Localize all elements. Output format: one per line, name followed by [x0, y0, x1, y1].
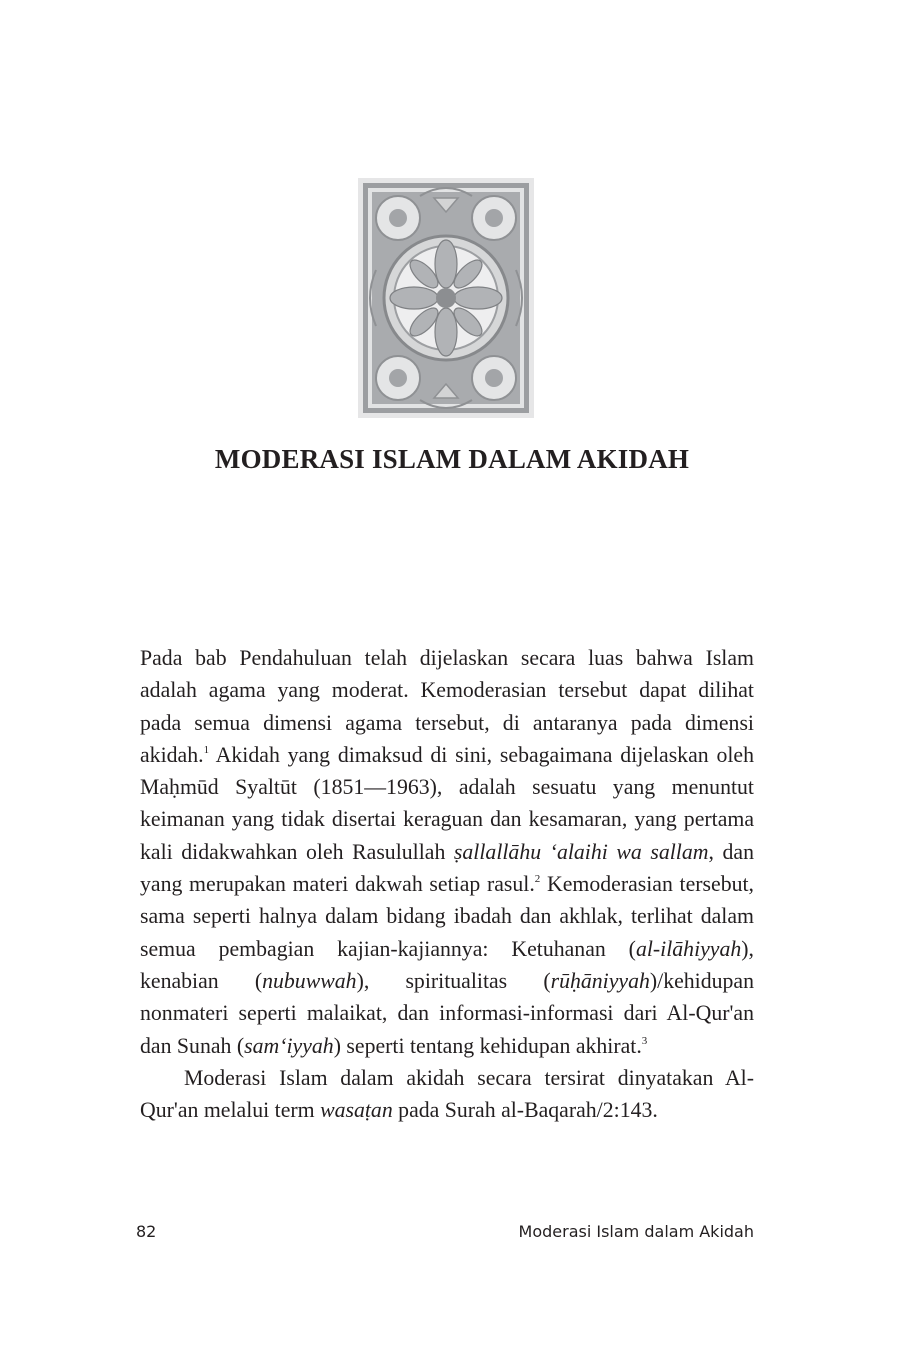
footnote-ref-2[interactable]: 2	[534, 873, 541, 886]
page-footer	[136, 1222, 754, 1246]
paragraph-1: Pada bab Pendahuluan telah dijelaskan secara luas bahwa Islam adalah agama yang moderat. Kemoderasian tersebut dapat dilihat pada semua dimensi agama tersebut, di antaranya pada dimensi akidah.$^1$ Akidah yang dimaksud di sini, sebagaimana dijelaskan oleh Maḥmūd Syaltūt (1851—1963), adalah sesuatu yang menuntut keimanan yang tidak disertai keraguan dan kesamaran, yang pertama kali didakwahkan oleh Rasulullah ṣallallāhu ‘alaihi wa sallam, dan yang merupakan materi dakwah setiap rasul.$^2$ Kemoderasian tersebut, sama seperti halnya dalam bidang ibadah dan akhlak, terlihat dalam semua pembagian kajian-kajiannya: Ketuhanan (al-ilāhiyyah), kenabian (nubuwwah), spiritualitas (rūḥāniyyah)/kehidupan nonmateri seperti malaikat, dan informasi-informasi dari Al-Qur'an dan Sunah (sam‘iyyah) seperti tentang kehidupan akhirat.$^3$	[140, 646, 755, 1058]
footnote-ref-3[interactable]: 3	[641, 1034, 648, 1047]
chapter-ornament-icon	[358, 178, 534, 418]
body-text	[140, 642, 754, 1126]
running-title: Moderasi Islam dalam Akidah	[518, 1222, 754, 1241]
footnote-ref-1[interactable]: 1	[203, 743, 210, 756]
paragraph-2: Moderasi Islam dalam akidah secara tersirat dinyatakan Al-Qur'an melalui term wasaṭan pada Surah al-Baqarah/2:143.	[140, 1065, 754, 1123]
chapter-title: MODERASI ISLAM DALAM AKIDAH	[214, 444, 690, 474]
page-number: 82	[136, 1222, 157, 1241]
